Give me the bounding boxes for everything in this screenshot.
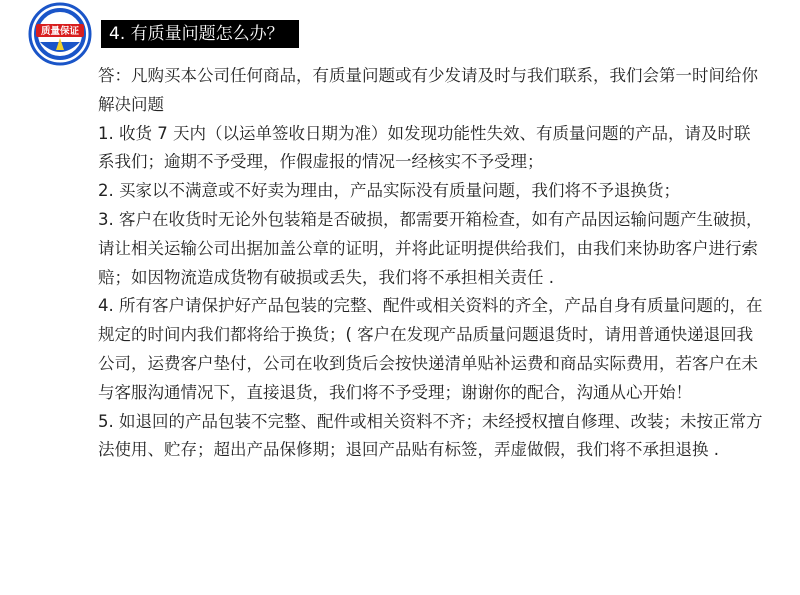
policy-content bbox=[98, 62, 763, 465]
badge-label: 质量保证 bbox=[40, 26, 80, 37]
quality-guarantee-badge bbox=[28, 2, 92, 66]
quality-seal-icon bbox=[28, 2, 92, 66]
policy-item-3: 3. 客户在收货时无论外包装箱是否破损，都需要开箱检查，如有产品因运输问题产生破损，请让相关运输公司出据加盖公章的证明，并将此证明提供给我们，由我们来协助客户进行索赔；如因物流造成货物有破损或丢失，我们将不承担相关责任 . bbox=[98, 209, 763, 287]
policy-item-2: 2. 买家以不满意或不好卖为理由，产品实际没有质量问题，我们将不予退换货； bbox=[98, 181, 680, 201]
section-title-bar bbox=[101, 20, 299, 48]
policy-item-4: 4. 所有客户请保护好产品包装的完整、配件或相关资料的齐全，产品自身有质量问题的，在规定的时间内我们都将给于换货；( 客户在发现产品质量问题退货时，请用普通快递退回我公司，运费客户垫付，公司在收到货后会按快递清单贴补运费和商品实际费用，若客户在未与客服沟通情况下，直接退货，我们将不予受理；谢谢你的配合，沟通从心开始！ bbox=[98, 296, 763, 402]
policy-item-5: 5. 如退回的产品包装不完整、配件或相关资料不齐；未经授权擅自修理、改装；未按正常方法使用、贮存；超出产品保修期；退回产品贴有标签，弄虚做假，我们将不承担退换 . bbox=[98, 411, 763, 460]
policy-intro: 答：凡购买本公司任何商品，有质量问题或有少发请及时与我们联系，我们会第一时间给你解决问题 bbox=[98, 66, 758, 114]
policy-item-1: 1. 收货 7 天内（以运单签收日期为准）如发现功能性失效、有质量问题的产品，请及时联系我们；逾期不予受理，作假虚报的情况一经核实不予受理； bbox=[98, 123, 751, 172]
section-title: 4. 有质量问题怎么办？ bbox=[109, 24, 284, 44]
